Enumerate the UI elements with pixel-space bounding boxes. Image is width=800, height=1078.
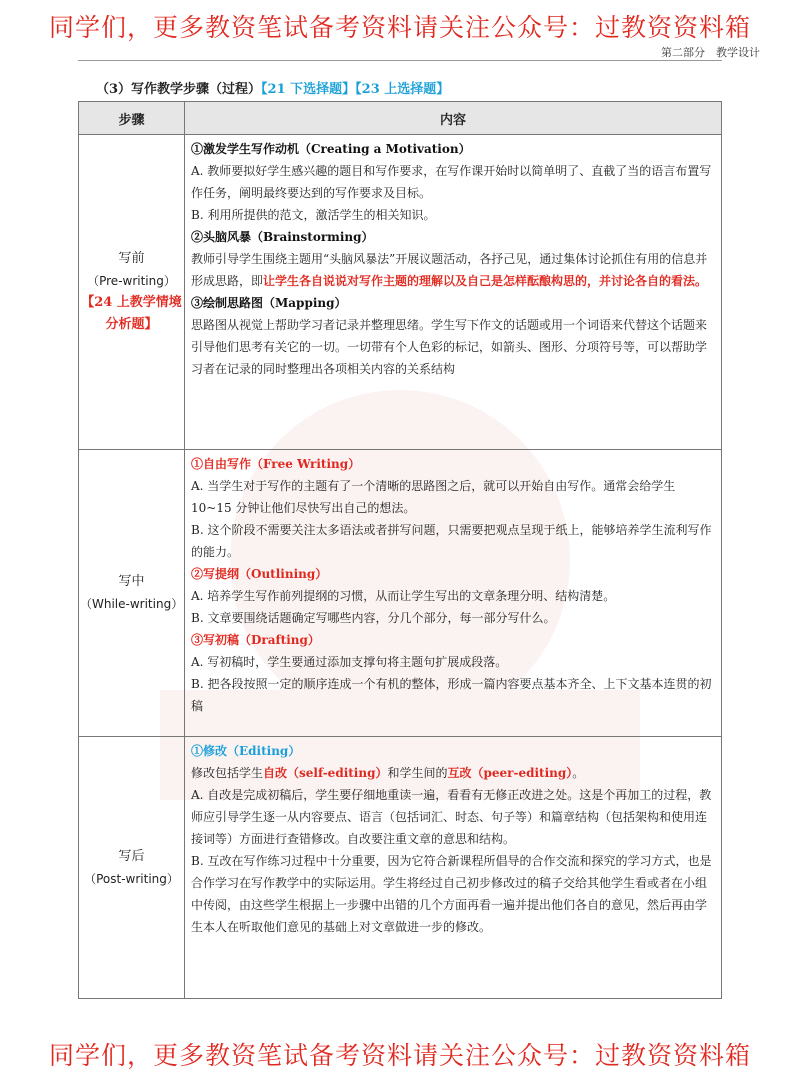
content-cell bbox=[185, 450, 722, 737]
step-name: 写后 bbox=[118, 848, 145, 864]
subheading: ①激发学生写作动机（Creating a Motivation） bbox=[191, 142, 471, 156]
paragraph: B. 利用所提供的范文，激活学生的相关知识。 bbox=[191, 208, 436, 222]
step-cell bbox=[79, 135, 185, 450]
paragraph: B. 互改在写作练习过程中十分重要，因为它符合新课程所倡导的合作交流和探究的学习方式，也是合作学习在写作教学中的实际运用。学生将经过自己初步修改过的稿子交给其他学生看或者在小组中传阅，由这些学生根据上一步骤中出错的几个方面再看一遍并提出他们各自的意见，然后再由学生本人在听取他们意见的基础上对文章做进一步的修改。 bbox=[191, 854, 712, 934]
content-cell bbox=[185, 737, 722, 999]
exam-tag: 【23 上选择题】 bbox=[355, 82, 450, 97]
text-run: 教师引导学生围绕主题用“头脑风暴法”开展议题活动，各抒己见，通过集体讨论抓住有用的信息并形成思路，即 bbox=[191, 252, 708, 288]
exam-tag: 【21 下选择题】 bbox=[261, 82, 356, 97]
step-cell bbox=[79, 737, 185, 999]
paragraph: A. 培养学生写作前列提纲的习惯，从而让学生写出的文章条理分明、结构清楚。 bbox=[191, 589, 616, 603]
step-cell bbox=[79, 450, 185, 737]
subheading: ③写初稿（Drafting） bbox=[191, 633, 320, 647]
promo-banner-bottom: 同学们，更多教资笔试备考资料请关注公众号：过教资资料箱 bbox=[48, 1041, 751, 1070]
paragraph: B. 把各段按照一定的顺序连成一个有机的整体，形成一篇内容要点基本齐全、上下文基本连贯的初稿 bbox=[191, 677, 712, 713]
table-header-row bbox=[79, 102, 722, 135]
highlight-text: 让学生各自说说对写作主题的理解以及自己是怎样酝酿构思的，并讨论各自的看法。 bbox=[263, 274, 708, 288]
table-row bbox=[79, 135, 722, 450]
column-header-content: 内容 bbox=[185, 102, 722, 135]
paragraph: A. 当学生对于写作的主题有了一个清晰的思路图之后，就可以开始自由写作。通常会给学生 10~15 分钟让他们尽快写出自己的想法。 bbox=[191, 479, 676, 515]
column-header-step: 步骤 bbox=[79, 102, 185, 135]
header-divider bbox=[78, 60, 722, 61]
step-english: （While-writing） bbox=[80, 597, 184, 611]
paragraph: A. 教师要拟好学生感兴趣的题目和写作要求，在写作课开始时以简单明了、直截了当的语言布置写作任务，阐明最终要达到的写作要求及目标。 bbox=[191, 164, 712, 200]
content-cell bbox=[185, 135, 722, 450]
writing-steps-table bbox=[78, 101, 722, 999]
section-title: （3）写作教学步骤（过程） bbox=[96, 82, 262, 97]
subheading: ①自由写作（Free Writing） bbox=[191, 457, 361, 471]
text-run: 修改包括学生 bbox=[191, 766, 264, 780]
promo-banner-top: 同学们，更多教资笔试备考资料请关注公众号：过教资资料箱 bbox=[48, 13, 751, 42]
table-row bbox=[79, 450, 722, 737]
subheading: ②头脑风暴（Brainstorming） bbox=[191, 230, 374, 244]
highlight-text: 互改（peer-editing） bbox=[447, 766, 573, 780]
step-name: 写前 bbox=[118, 251, 145, 266]
paragraph: A. 自改是完成初稿后，学生要仔细地重读一遍，看看有无修正改进之处。这是个再加工的过程，教师应引导学生逐一从内容要点、语言（包括词汇、时态、句子等）和篇章结构（包括架构和使用连接词等）方面进行查错修改。自改要注重文章的意思和结构。 bbox=[191, 788, 712, 846]
paragraph: A. 写初稿时，学生要通过添加支撑句将主题句扩展成段落。 bbox=[191, 655, 508, 669]
paragraph bbox=[191, 762, 715, 784]
step-english: （Post-writing） bbox=[84, 871, 179, 886]
paragraph bbox=[191, 248, 715, 292]
paragraph: 思路图从视觉上帮助学习者记录并整理思绪。学生写下作文的话题或用一个词语来代替这个话题来引导他们思考有关它的一切。一切带有个人色彩的标记，如箭头、图形、分项符号等，可以帮助学习者在记录的同时整理出各项相关内容的关系结构 bbox=[191, 318, 708, 376]
highlight-text: 自改（self-editing） bbox=[263, 766, 388, 780]
paragraph: B. 这个阶段不需要关注太多语法或者拼写问题，只需要把观点呈现于纸上，能够培养学生流利写作的能力。 bbox=[191, 523, 712, 559]
text-run: 。 bbox=[572, 766, 585, 780]
subheading: ②写提纲（Outlining） bbox=[191, 567, 328, 581]
text-run: 和学生间的 bbox=[387, 766, 448, 780]
paragraph: B. 文章要围绕话题确定写哪些内容，分几个部分，每一部分写什么。 bbox=[191, 611, 556, 625]
subheading: ①修改（Editing） bbox=[191, 744, 301, 758]
table-row bbox=[79, 737, 722, 999]
step-name: 写中 bbox=[118, 574, 145, 589]
subheading: ③绘制思路图（Mapping） bbox=[191, 296, 347, 310]
step-exam-tag: 【24 上教学情境分析题】 bbox=[81, 295, 182, 332]
running-header: 第二部分 教学设计 bbox=[661, 46, 760, 59]
section-heading bbox=[96, 78, 449, 97]
step-english: （Pre-writing） bbox=[87, 274, 176, 288]
